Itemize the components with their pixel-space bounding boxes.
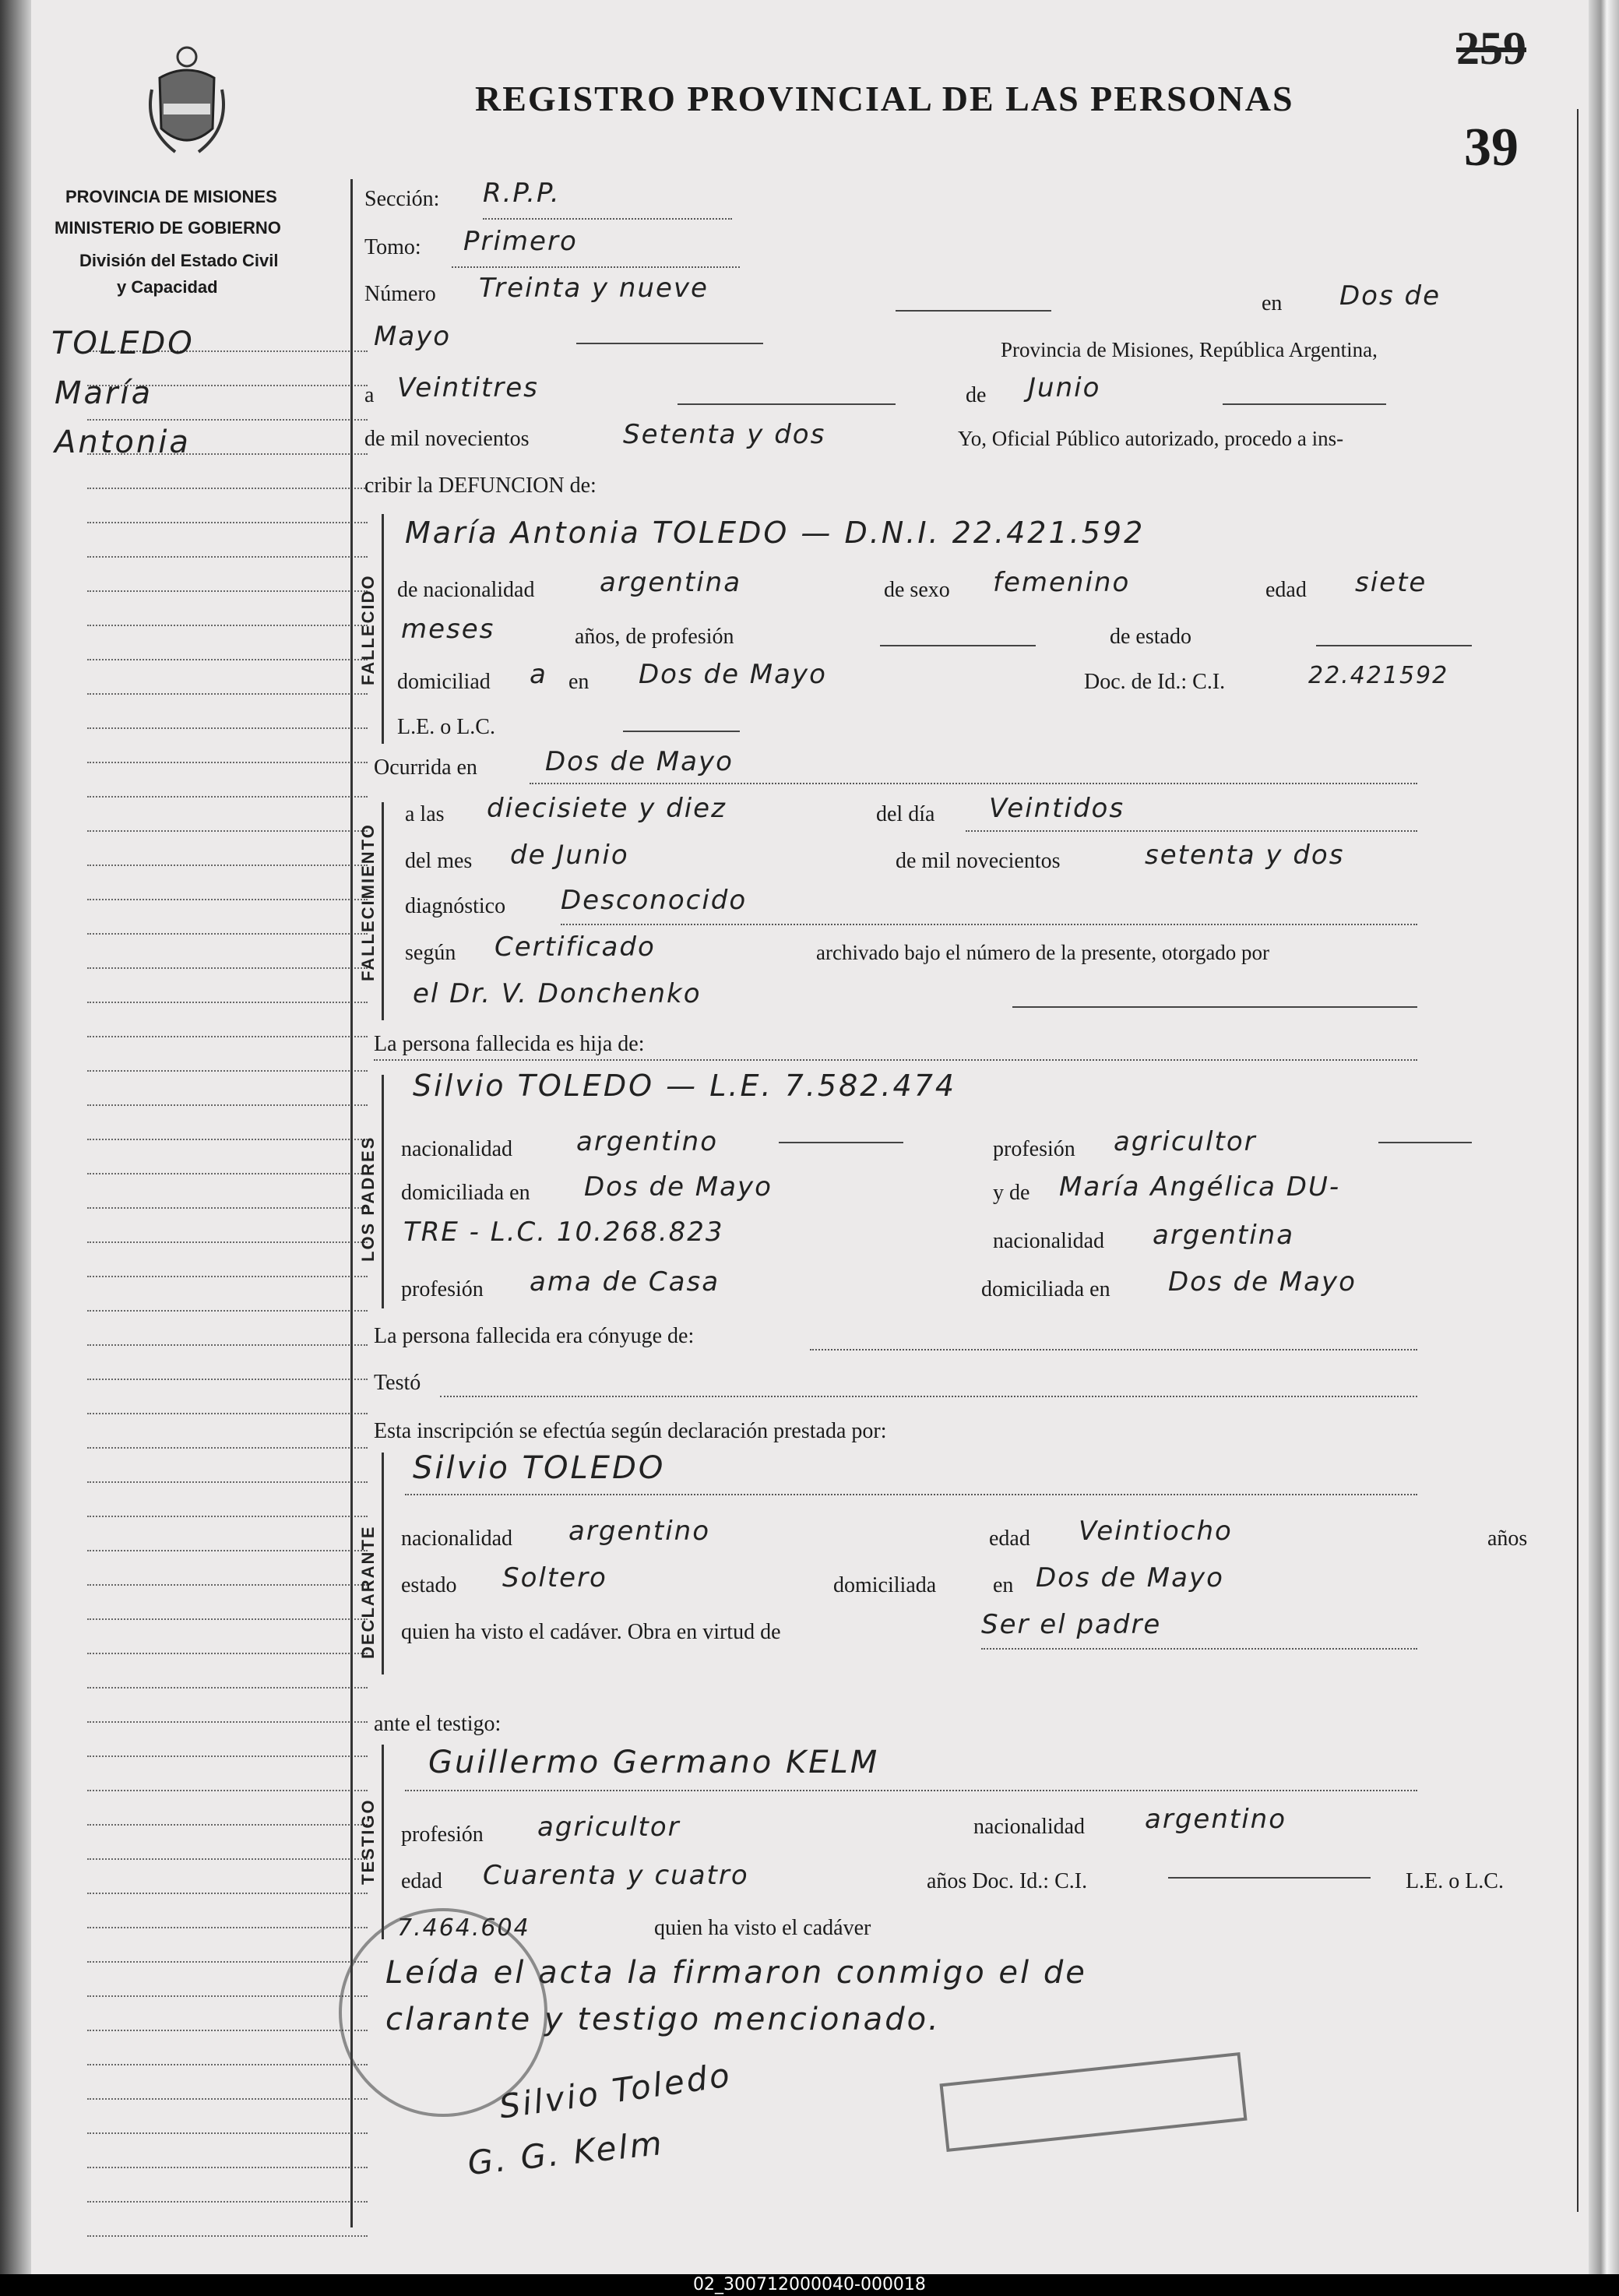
- value-dec-estado: Soltero: [502, 1562, 607, 1593]
- value-padre-nac: argentino: [576, 1126, 718, 1157]
- label-domiciliada-padre: domiciliada en: [401, 1181, 530, 1205]
- margin-rule-line: [87, 1516, 368, 1517]
- value-test-nac: argentino: [1145, 1804, 1286, 1835]
- value-madre: María Angélica DU-: [1059, 1171, 1341, 1203]
- margin-rule-line: [87, 2201, 368, 2203]
- label-nacionalidad-test: nacionalidad: [973, 1815, 1086, 1839]
- margin-middle-name: Antonia: [55, 424, 191, 460]
- record-page: [31, 0, 1596, 2274]
- label-segun: según: [405, 941, 456, 965]
- margin-rule-line: [87, 693, 368, 695]
- value-dec-virtud: Ser el padre: [981, 1609, 1162, 1640]
- folio-number: 39: [1464, 118, 1519, 178]
- side-label-fallecimiento: FALLECIMIENTO: [358, 823, 378, 981]
- label-a: a: [364, 383, 375, 407]
- book-binding-right: [1589, 0, 1619, 2274]
- margin-rule-line: [87, 2098, 368, 2100]
- margin-rule-line: [87, 1207, 368, 1209]
- margin-rule-line: [87, 1550, 368, 1551]
- label-yo-oficial: Yo, Oficial Público autorizado, procedo a ins-: [958, 427, 1344, 450]
- page-title: REGISTRO PROVINCIAL DE LAS PERSONAS: [475, 79, 1294, 118]
- label-archivado: archivado bajo el número de la presente, otorgado por: [816, 941, 1270, 964]
- side-label-padres: LOS PADRES: [358, 1136, 378, 1262]
- value-madre-dom: Dos de Mayo: [1168, 1266, 1357, 1298]
- org-line-2: MINISTERIO DE GOBIERNO: [55, 218, 281, 238]
- value-padre-dom: Dos de Mayo: [584, 1171, 773, 1203]
- label-anios-prof: años, de profesión: [575, 625, 734, 649]
- value-hora: diecisiete y diez: [487, 793, 727, 824]
- margin-rule-line: [87, 933, 368, 935]
- margin-rule-line: [87, 522, 368, 523]
- value-diagnostico: Desconocido: [561, 885, 748, 916]
- signature-testigo: G. G. Kelm: [466, 2123, 666, 2183]
- label-sexo: de sexo: [884, 578, 950, 602]
- margin-rule-line: [87, 1687, 368, 1689]
- margin-rule-line: [87, 1584, 368, 1586]
- value-sexo: femenino: [993, 567, 1131, 598]
- margin-rule-line: [87, 967, 368, 969]
- label-declaracion: Esta inscripción se efectúa según declaración prestada por:: [374, 1419, 887, 1443]
- label-domiciliado: domiciliad: [397, 670, 491, 694]
- side-label-fallecido: FALLECIDO: [358, 574, 378, 685]
- value-madre-nac: argentina: [1153, 1220, 1295, 1251]
- margin-rule-line: [87, 2030, 368, 2031]
- margin-surname: TOLEDO: [51, 326, 195, 361]
- book-binding-left: [0, 0, 31, 2274]
- label-quien-vio-2: quien ha visto el cadáver: [654, 1916, 871, 1940]
- label-cribir: cribir la DEFUNCION de:: [364, 474, 597, 498]
- value-dec-dom: Dos de Mayo: [1036, 1562, 1224, 1593]
- margin-rule-line: [87, 2132, 368, 2134]
- value-test-doc: 7.464.604: [397, 1914, 530, 1942]
- value-cierre-2: clarante y testigo mencionado.: [385, 2002, 941, 2037]
- label-numero: Número: [364, 282, 436, 306]
- label-conyuge: La persona fallecida era cónyuge de:: [374, 1324, 695, 1348]
- margin-rule-line: [87, 899, 368, 900]
- label-y-de: y de: [993, 1181, 1030, 1205]
- org-line-1: PROVINCIA DE MISIONES: [65, 187, 277, 206]
- coat-of-arms-icon: [144, 43, 230, 160]
- label-edad-test: edad: [401, 1869, 442, 1893]
- margin-rule-line: [87, 590, 368, 592]
- margin-rule-line: [87, 419, 368, 421]
- value-mes: Junio: [1028, 372, 1101, 403]
- value-padre-prof: agricultor: [1114, 1126, 1257, 1157]
- value-edad-2: meses: [401, 614, 495, 645]
- label-anios-doc: años Doc. Id.: C.I.: [927, 1869, 1088, 1893]
- margin-rule-line: [87, 1070, 368, 1072]
- label-a-las: a las: [405, 802, 445, 826]
- value-seccion: R.P.P.: [483, 178, 561, 209]
- side-label-testigo: TESTIGO: [358, 1798, 378, 1885]
- label-edad-dec: edad: [989, 1527, 1030, 1551]
- margin-rule-line: [87, 2064, 368, 2065]
- margin-rule-line: [87, 1139, 368, 1140]
- value-numero: Treinta y nueve: [479, 273, 709, 304]
- margin-rule-line: [87, 1344, 368, 1346]
- margin-first-name: María: [55, 375, 153, 411]
- label-profesion-test: profesión: [401, 1822, 484, 1847]
- label-estado: de estado: [1110, 625, 1191, 649]
- value-segun: Certificado: [494, 931, 656, 963]
- label-de-mil-2: de mil novecientos: [896, 849, 1061, 873]
- label-profesion-padre: profesión: [993, 1137, 1075, 1161]
- value-test-prof: agricultor: [537, 1812, 681, 1843]
- margin-rule-line: [87, 1790, 368, 1791]
- label-seccion: Sección:: [364, 187, 440, 211]
- side-label-declarante: DECLARANTE: [358, 1525, 378, 1659]
- org-line-3: División del Estado Civil: [79, 251, 279, 270]
- label-quien-vio: quien ha visto el cadáver. Obra en virtud de: [401, 1620, 781, 1644]
- label-ocurrida: Ocurrida en: [374, 755, 477, 780]
- margin-rule-line: [87, 2235, 368, 2237]
- label-edad: edad: [1265, 578, 1307, 602]
- label-anios-dec: años: [1487, 1527, 1528, 1551]
- margin-rule-line: [87, 865, 368, 866]
- label-testo: Testó: [374, 1371, 421, 1395]
- label-estado-dec: estado: [401, 1573, 457, 1597]
- margin-rule-line: [87, 1721, 368, 1723]
- margin-rule-line: [87, 1995, 368, 1997]
- label-domiciliada-dec: domiciliada: [833, 1573, 937, 1597]
- margin-rule-line: [87, 762, 368, 763]
- label-diagnostico: diagnóstico: [405, 894, 506, 918]
- margin-rule-line: [87, 625, 368, 626]
- value-ocurrida: Dos de Mayo: [545, 746, 734, 777]
- value-testigo: Guillermo Germano KELM: [428, 1745, 880, 1780]
- margin-rule-line: [87, 1858, 368, 1860]
- value-domicilio-suffix: a: [530, 659, 547, 690]
- value-dec-nac: argentino: [568, 1516, 710, 1547]
- value-domicilio: Dos de Mayo: [639, 659, 827, 690]
- margin-rule-line: [87, 1447, 368, 1449]
- margin-rule-line: [87, 1310, 368, 1312]
- value-dia: Veintitres: [397, 372, 539, 403]
- margin-rule-line: [87, 1173, 368, 1174]
- value-dec-edad: Veintiocho: [1079, 1516, 1233, 1547]
- margin-rule-line: [87, 488, 368, 489]
- margin-rule-line: [87, 1481, 368, 1483]
- label-doc-id: Doc. de Id.: C.I.: [1084, 670, 1226, 694]
- value-en-lugar-2: Mayo: [374, 321, 452, 352]
- label-en: en: [1262, 291, 1283, 315]
- label-tomo: Tomo:: [364, 235, 421, 259]
- label-del-dia: del día: [876, 802, 935, 826]
- value-padre: Silvio TOLEDO — L.E. 7.582.474: [413, 1069, 957, 1103]
- org-line-4: y Capacidad: [117, 277, 218, 297]
- margin-rule-line: [87, 1961, 368, 1963]
- value-edad: siete: [1355, 567, 1427, 598]
- margin-rule-line: [87, 1036, 368, 1037]
- value-madre-2: TRE - L.C. 10.268.823: [403, 1217, 724, 1248]
- margin-rule-line: [87, 1893, 368, 1894]
- margin-rule-line: [87, 830, 368, 832]
- official-stamp-rect: [939, 2052, 1247, 2152]
- value-tomo: Primero: [463, 226, 578, 257]
- label-nacionalidad-dec: nacionalidad: [401, 1527, 513, 1551]
- label-en-dom: en: [568, 670, 590, 694]
- label-en-dec: en: [993, 1573, 1014, 1597]
- label-le-lc-test: L.E. o L.C.: [1406, 1869, 1504, 1893]
- label-provincia: Provincia de Misiones, República Argentina,: [1001, 338, 1378, 361]
- margin-rule-line: [87, 1653, 368, 1654]
- margin-rule-line: [87, 1927, 368, 1928]
- label-del-mes: del mes: [405, 849, 473, 873]
- margin-rule-line: [87, 1618, 368, 1620]
- value-mes-fall: de Junio: [510, 840, 629, 871]
- signature-declarante: Silvio Toledo: [497, 2055, 734, 2126]
- margin-rule-line: [87, 1241, 368, 1243]
- label-domiciliada-madre: domiciliada en: [981, 1277, 1110, 1301]
- margin-rule-line: [87, 1755, 368, 1757]
- label-nacionalidad-padre: nacionalidad: [401, 1137, 513, 1161]
- value-ci: 22.421592: [1308, 662, 1449, 689]
- value-anio: Setenta y dos: [623, 419, 826, 450]
- right-rule: [1577, 109, 1579, 2212]
- value-anio-fall: setenta y dos: [1145, 840, 1345, 871]
- margin-rule-line: [87, 2167, 368, 2168]
- margin-rule-line: [87, 1002, 368, 1003]
- value-nombre: María Antonia TOLEDO — D.N.I. 22.421.592: [405, 516, 1146, 550]
- margin-rule-line: [87, 796, 368, 798]
- value-test-edad: Cuarenta y cuatro: [483, 1860, 749, 1891]
- label-hija-de: La persona fallecida es hija de:: [374, 1032, 645, 1056]
- margin-rule-line: [87, 1379, 368, 1380]
- value-cierre-1: Leída el acta la firmaron conmigo el de: [385, 1955, 1087, 1991]
- margin-rule-line: [87, 1276, 368, 1277]
- margin-rule-line: [87, 1413, 368, 1414]
- margin-rule-line: [87, 556, 368, 558]
- margin-rule-line: [87, 1824, 368, 1826]
- label-nacionalidad: de nacionalidad: [397, 578, 535, 602]
- label-nacionalidad-madre: nacionalidad: [993, 1229, 1105, 1253]
- value-dia-fall: Veintidos: [989, 793, 1125, 824]
- value-medico: el Dr. V. Donchenko: [413, 978, 702, 1009]
- folio-struck: 259: [1456, 23, 1526, 74]
- margin-rule: [350, 179, 353, 2227]
- value-en-lugar: Dos de: [1339, 280, 1441, 312]
- image-id-bar: 02_300712000040-000018: [0, 2274, 1619, 2296]
- margin-rule-line: [87, 1104, 368, 1106]
- label-de: de: [966, 383, 987, 407]
- label-de-mil: de mil novecientos: [364, 427, 530, 451]
- margin-rule-line: [87, 727, 368, 729]
- value-declarante: Silvio TOLEDO: [413, 1450, 666, 1486]
- value-nacionalidad: argentina: [600, 567, 742, 598]
- label-ante-testigo: ante el testigo:: [374, 1712, 502, 1736]
- label-profesion-madre: profesión: [401, 1277, 484, 1301]
- label-le-lc: L.E. o L.C.: [397, 715, 495, 739]
- value-madre-prof: ama de Casa: [530, 1266, 720, 1298]
- margin-rule-line: [87, 659, 368, 660]
